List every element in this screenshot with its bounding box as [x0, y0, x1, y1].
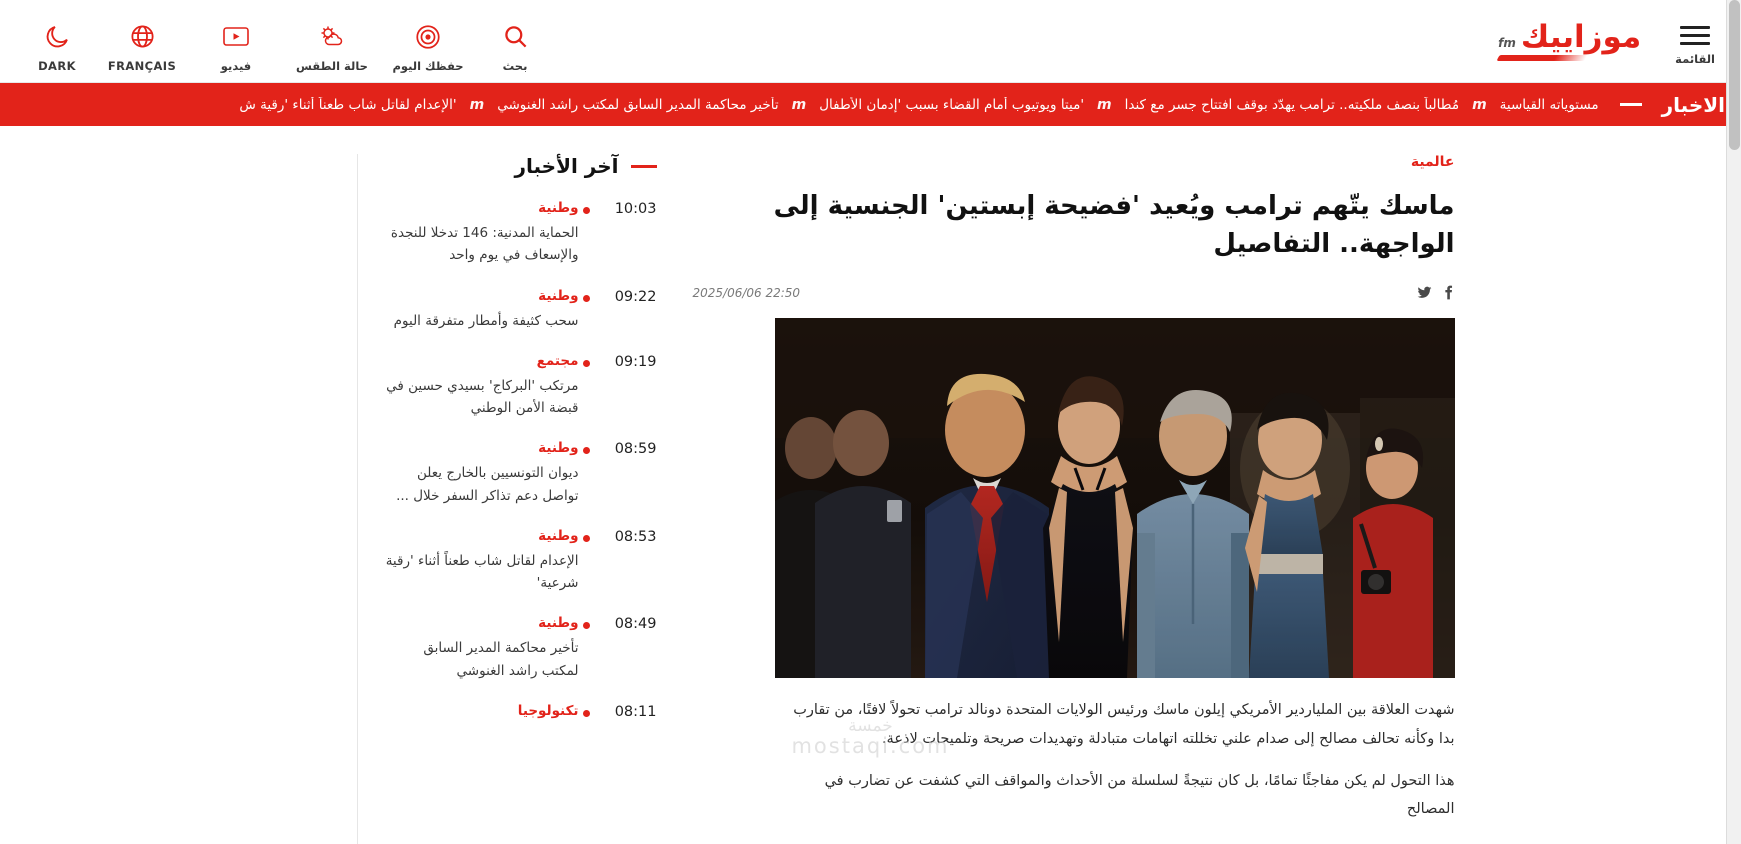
- scrollbar-thumb[interactable]: [1729, 0, 1740, 150]
- news-time: 08:53: [614, 528, 657, 545]
- ticker-item[interactable]: مُطالباً بنصف ملكيته.. ترامب يهدّد بوقف افتتاح جسر مع كندا: [1124, 96, 1460, 113]
- language-french[interactable]: [96, 10, 188, 73]
- ticker-dash: [1620, 103, 1642, 106]
- weather-nav[interactable]: [284, 10, 380, 73]
- ticker-separator-icon: m: [1097, 96, 1112, 113]
- list-item[interactable]: [384, 703, 657, 725]
- globe-icon: [129, 22, 156, 52]
- ticker-label: الاخبار: [1661, 92, 1725, 117]
- breaking-news-ticker[interactable]: [0, 83, 1741, 126]
- search-label: بحث: [502, 58, 528, 73]
- dark-mode-label: DARK: [38, 58, 76, 73]
- content-wrapper: [0, 126, 1741, 844]
- logo-wordmark: موزاييك: [1520, 18, 1642, 55]
- moon-icon: [43, 22, 71, 52]
- menu-button[interactable]: [1675, 16, 1715, 66]
- news-time: 09:19: [614, 353, 657, 370]
- news-time: 08:49: [614, 616, 657, 633]
- site-logo[interactable]: [1498, 18, 1642, 61]
- top-right-group: [1498, 16, 1721, 66]
- news-title[interactable]: مرتكب 'البركاج' بسيدي حسين في قبضة الأمن الوطني: [386, 377, 579, 417]
- article-body: [775, 678, 1455, 823]
- news-category[interactable]: وطنية: [538, 200, 579, 216]
- podcast-icon: [414, 22, 442, 52]
- latest-news-sidebar: [357, 154, 657, 844]
- news-title[interactable]: الحماية المدنية: 146 تدخلا للنجدة والإسعاف في يوم واحد: [390, 225, 579, 264]
- hamburger-icon: [1680, 26, 1710, 45]
- page-title: ماسك يتّهم ترامب ويُعيد 'فضيحة إبستين' الجنسية إلى الواجهة.. التفاصيل: [773, 191, 1455, 259]
- article-date: 2025/06/06 22:50: [692, 285, 801, 300]
- ticker-item[interactable]: تأخير محاكمة المدير السابق لمكتب راشد الغنوشي: [497, 96, 779, 113]
- article-paragraph: هذا التحول لم يكن مفاجئًا تمامًا، بل كان نتيجةً لسلسلة من الأحداث والمواقف التي كشفت عن تضارب في المصالح: [824, 772, 1455, 818]
- bullet-icon: [579, 200, 595, 214]
- bullet-icon: [579, 703, 595, 717]
- bullet-icon: [579, 288, 595, 302]
- news-time: 08:59: [614, 441, 657, 458]
- news-category[interactable]: وطنية: [538, 440, 579, 457]
- vertical-scrollbar[interactable]: [1726, 0, 1741, 844]
- twitter-icon[interactable]: [1417, 285, 1432, 300]
- top-nav-items: [18, 10, 554, 73]
- news-category[interactable]: وطنية: [538, 527, 579, 544]
- watermark-line2: mostaqi.com: [791, 734, 950, 758]
- sidebar-title: آخر الأخبار: [514, 154, 619, 178]
- facebook-icon[interactable]: [1444, 285, 1453, 300]
- news-category[interactable]: وطنية: [538, 287, 579, 304]
- bullet-icon: [579, 440, 595, 454]
- logo-swoosh: [1497, 55, 1588, 61]
- news-title[interactable]: ديوان التونسيين بالخارج يعلن تواصل دعم تذاكر السفر خلال ...: [396, 465, 579, 504]
- daily-nav[interactable]: [380, 10, 476, 73]
- ticker-separator-icon: m: [791, 96, 807, 113]
- search-nav[interactable]: [476, 10, 554, 73]
- video-icon: [221, 22, 251, 52]
- ticker-item[interactable]: 'الإعدام لقاتل شاب طعناً أثناء 'رقية ش: [239, 96, 457, 113]
- article-photo-illustration: [775, 318, 1455, 678]
- sidebar-dash: [631, 165, 657, 168]
- page-body: [0, 126, 1741, 844]
- logo-fm: fm: [1498, 35, 1516, 50]
- list-item[interactable]: [384, 200, 657, 267]
- search-icon: [502, 22, 529, 52]
- list-item[interactable]: [384, 440, 657, 507]
- ticker-separator-icon: m: [469, 96, 485, 113]
- sidebar-header: [384, 154, 657, 178]
- article-paragraph: شهدت العلاقة بين الملياردير الأمريكي إيلون ماسك ورئيس الولايات المتحدة دونالد ترامب تحولاً لافتًا، من تقارب بدا وكأنه تحالف مصالح إلى صدام علني تخللته اتهامات متبادلة وتهديدات صريحة وتلميحات لاذعة.: [793, 702, 1455, 747]
- news-time: 09:22: [614, 288, 657, 305]
- news-category[interactable]: وطنية: [538, 615, 579, 632]
- watermark-line1: خمسة: [848, 716, 893, 736]
- top-navigation-bar: [0, 0, 1741, 83]
- bullet-icon: [579, 528, 595, 542]
- news-time: 10:03: [614, 201, 657, 217]
- language-french-label: FRANÇAIS: [107, 58, 177, 73]
- list-item[interactable]: [384, 528, 657, 595]
- news-category[interactable]: تكنولوجيا: [517, 702, 579, 719]
- ticker-separator-icon: m: [1472, 96, 1487, 113]
- article-image: [775, 318, 1455, 678]
- ticker-item[interactable]: 'ميتا ويوتيوب أمام القضاء بسبب 'إدمان الأطفال: [819, 96, 1085, 113]
- list-item[interactable]: [384, 288, 657, 332]
- menu-label: القائمة: [1675, 52, 1715, 66]
- bullet-icon: [579, 615, 595, 629]
- news-title[interactable]: تأخير محاكمة المدير السابق لمكتب راشد الغنوشي: [423, 640, 579, 679]
- news-title[interactable]: الإعدام لقاتل شاب طعناً أثناء 'رقية شرعية': [385, 552, 579, 592]
- weather-label: حالة الطقس: [296, 58, 368, 73]
- news-title[interactable]: سحب كثيفة وأمطار متفرقة اليوم: [393, 312, 579, 329]
- bullet-icon: [579, 353, 595, 367]
- share-buttons: [1417, 285, 1453, 300]
- list-item[interactable]: [384, 615, 657, 682]
- news-time: 08:11: [614, 703, 657, 720]
- article-category[interactable]: عالمية: [1410, 154, 1455, 170]
- dark-mode-toggle[interactable]: [18, 10, 96, 73]
- news-category[interactable]: مجتمع: [536, 352, 579, 369]
- daily-label: حفظك اليوم: [392, 58, 464, 73]
- video-nav[interactable]: [188, 10, 284, 73]
- weather-icon: [317, 22, 347, 52]
- content-inner: [281, 126, 1461, 844]
- list-item[interactable]: [384, 353, 657, 420]
- ticker-item[interactable]: مستوياته القياسية: [1499, 96, 1599, 113]
- article-meta: [691, 285, 1455, 310]
- video-label: فيديو: [220, 58, 252, 73]
- article-column: [691, 154, 1461, 844]
- ticker-items: [228, 97, 1609, 113]
